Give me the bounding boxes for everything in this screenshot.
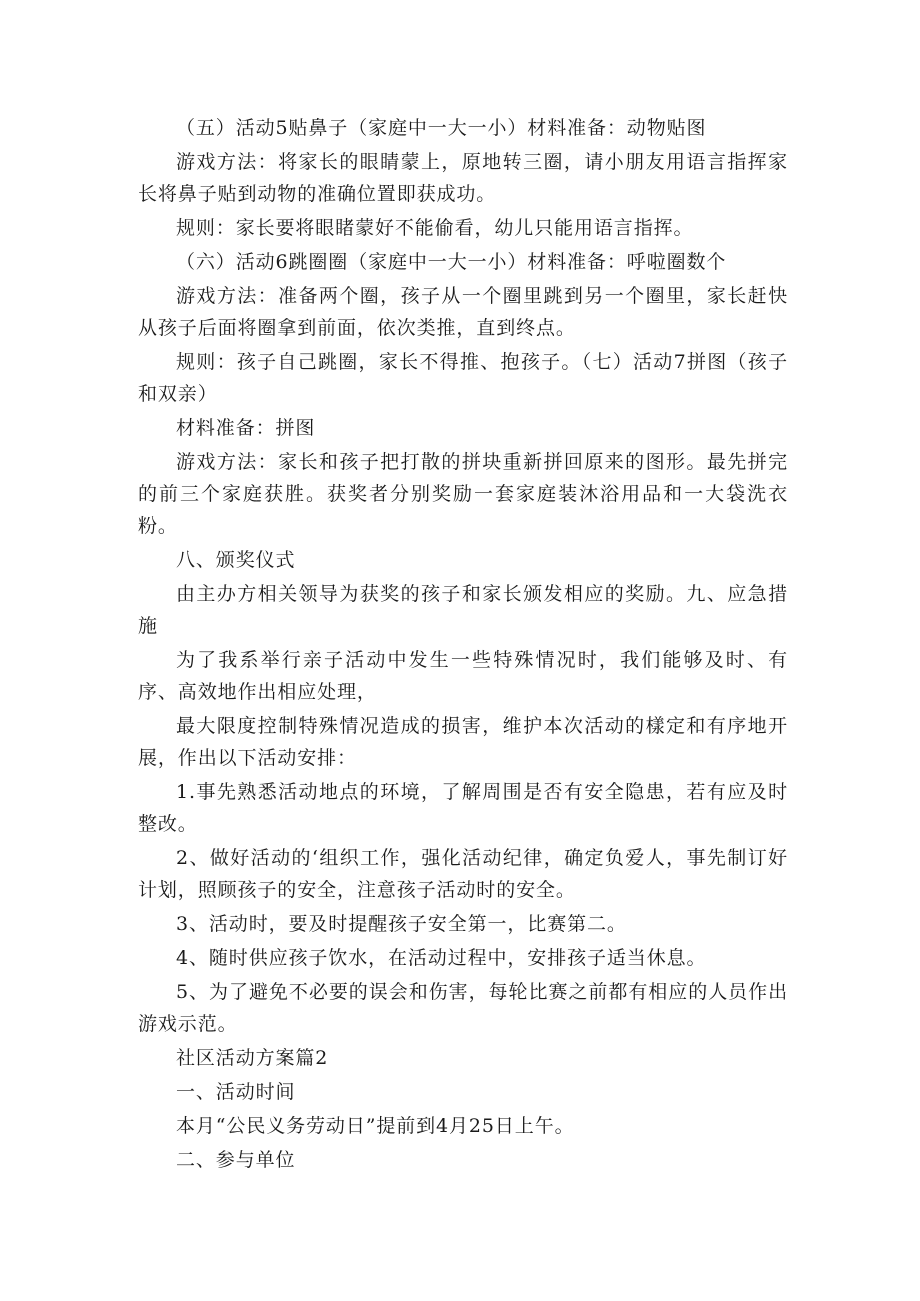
list-item-emergency-5: 5、为了避免不必要的误会和伤害，每轮比赛之前都有相应的人员作出游戏示范。 [138, 981, 788, 1035]
paragraph-activity-5-rules: 规则：家长要将眼睹蒙好不能偷看，幼儿只能用语言指挥。 [176, 217, 694, 239]
paragraph-activity-5-title: （五）活动5贴鼻子（家庭中一大一小）材料准备：动物贴图 [176, 117, 707, 139]
list-item-emergency-3: 3、活动时，要及时提醒孩子安全第一，比赛第二。 [176, 913, 627, 935]
paragraph-activity-7-materials: 材料准备：拼图 [176, 417, 316, 439]
paragraph-activity-6-rules: 规则：孩子自己跳圈，家长不得推、抱孩子。（七）活动7拼图（孩子和双亲） [138, 351, 788, 405]
paragraph-emergency-scope: 最大限度控制特殊情况造成的损害，维护本次活动的樣定和有序地开展，作出以下活动安排： [138, 715, 788, 769]
paragraph-activity-6-method: 游戏方法：准备两个圈，孩子从一个圈里跳到另一个圈里，家长赶快从孩子后面将圈拿到前面，依次类推，直到终点。 [138, 285, 788, 339]
heading-activity-time: 一、活动时间 [176, 1081, 296, 1103]
paragraph-activity-5-method: 游戏方法：将家长的眼睛蒙上，原地转三圈，请小朋友用语言指挥家长将鼻子贴到动物的准确位置即获成功。 [138, 151, 788, 205]
heading-participants: 二、参与单位 [176, 1149, 296, 1171]
list-item-emergency-2: 2、做好活动的‘组织工作，强化活动纪律，确定负爱人，事先制订好计划，照顾孩子的安全，注意孩子活动时的安全。 [138, 847, 788, 901]
paragraph-activity-6-title: （六）活动6跳圈圈（家庭中一大一小）材料准备：呼啦圈数个 [176, 251, 727, 273]
section-title-plan-2: 社区活动方案篇2 [176, 1047, 329, 1069]
paragraph-emergency-intro: 为了我系举行亲子活动中发生一些特殊情况时，我们能够及时、有序、高效地作出相应处理， [138, 649, 788, 703]
heading-award-ceremony: 八、颁奖仪式 [176, 549, 296, 571]
paragraph-activity-time: 本月“公民义务劳动日”提前到4月25日上午。 [176, 1115, 575, 1137]
document-body [138, 112, 788, 1176]
paragraph-award-ceremony: 由主办方相关领导为获奖的孩子和家长颁发相应的奖励。九、应急措施 [138, 583, 788, 637]
list-item-emergency-4: 4、随时供应孩子饮水，在活动过程中，安排孩子适当休息。 [176, 947, 707, 969]
list-item-emergency-1: 1.事先熟悉活动地点的环境，了解周围是否有安全隐患，若有应及时整改。 [138, 781, 788, 835]
paragraph-activity-7-method: 游戏方法：家长和孩子把打散的拼块重新拼回原来的图形。最先拼完的前三个家庭获胜。获奖者分别奖励一套家庭装沐浴用品和一大袋洗衣粉。 [138, 451, 788, 537]
